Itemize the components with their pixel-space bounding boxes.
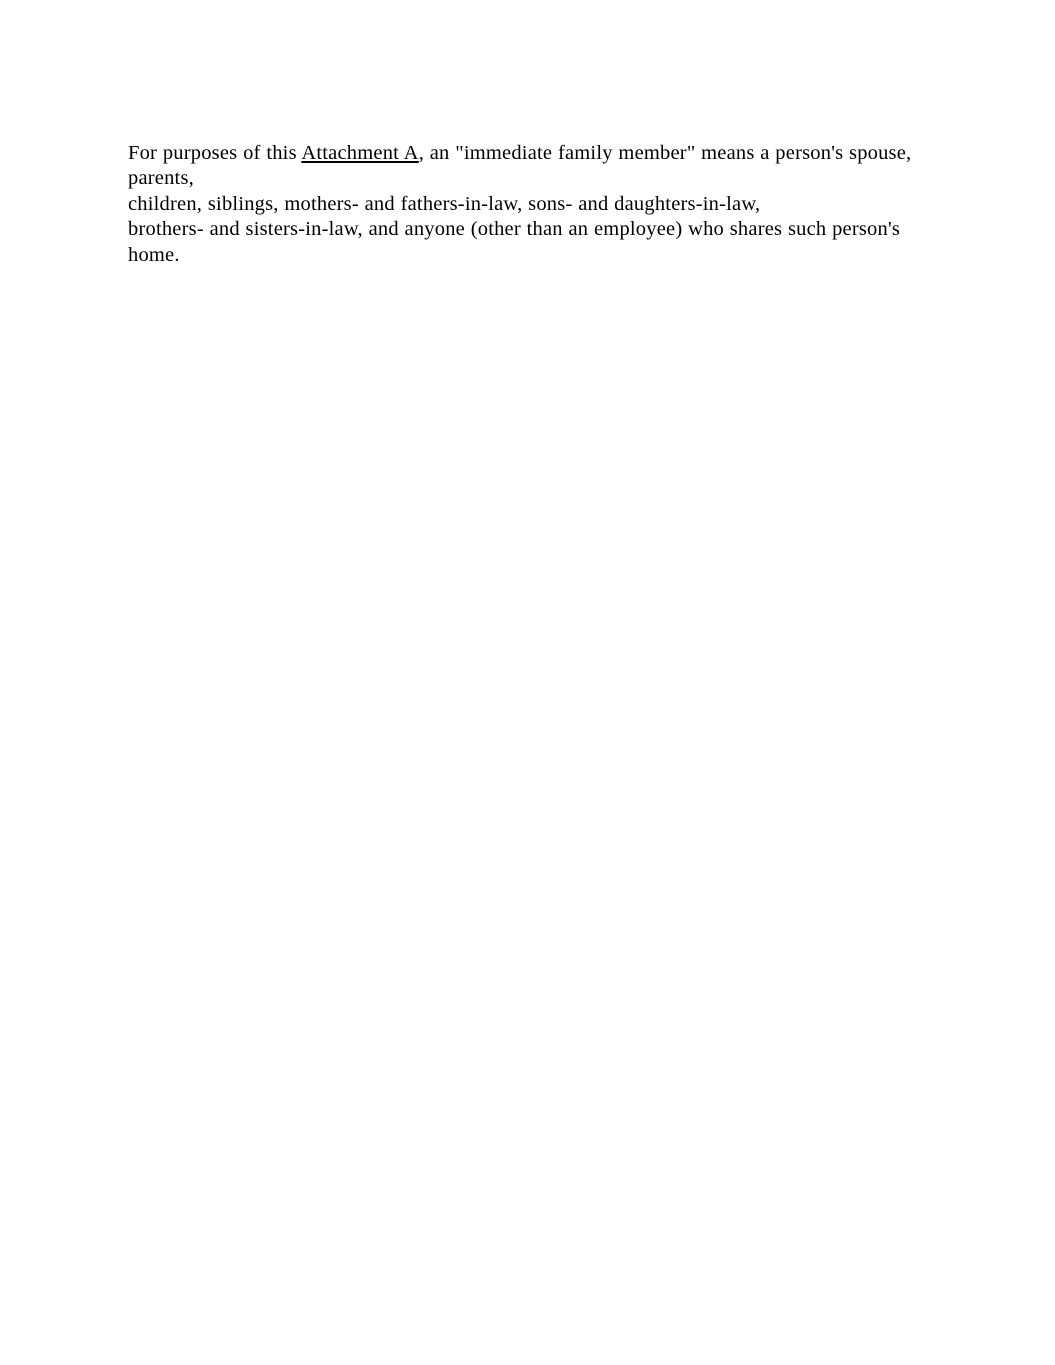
paragraph-line-3: brothers- and sisters-in-law, and anyone (other than an employee) who shares such person's home. [128, 218, 906, 266]
paragraph-line-1-text-after: , an "immediate family member" means a person's spouse, parents, [128, 141, 918, 189]
document-body [128, 120, 918, 289]
paragraph-line-2: children, siblings, mothers- and fathers-in-law, sons- and daughters-in-law, [128, 192, 761, 215]
immediate-family-member-paragraph [128, 141, 918, 269]
paragraph-line-1-text-before: For purposes of this [128, 141, 302, 164]
paragraph-line-1 [128, 141, 918, 192]
attachment-a-reference: Attachment A [301, 141, 419, 164]
